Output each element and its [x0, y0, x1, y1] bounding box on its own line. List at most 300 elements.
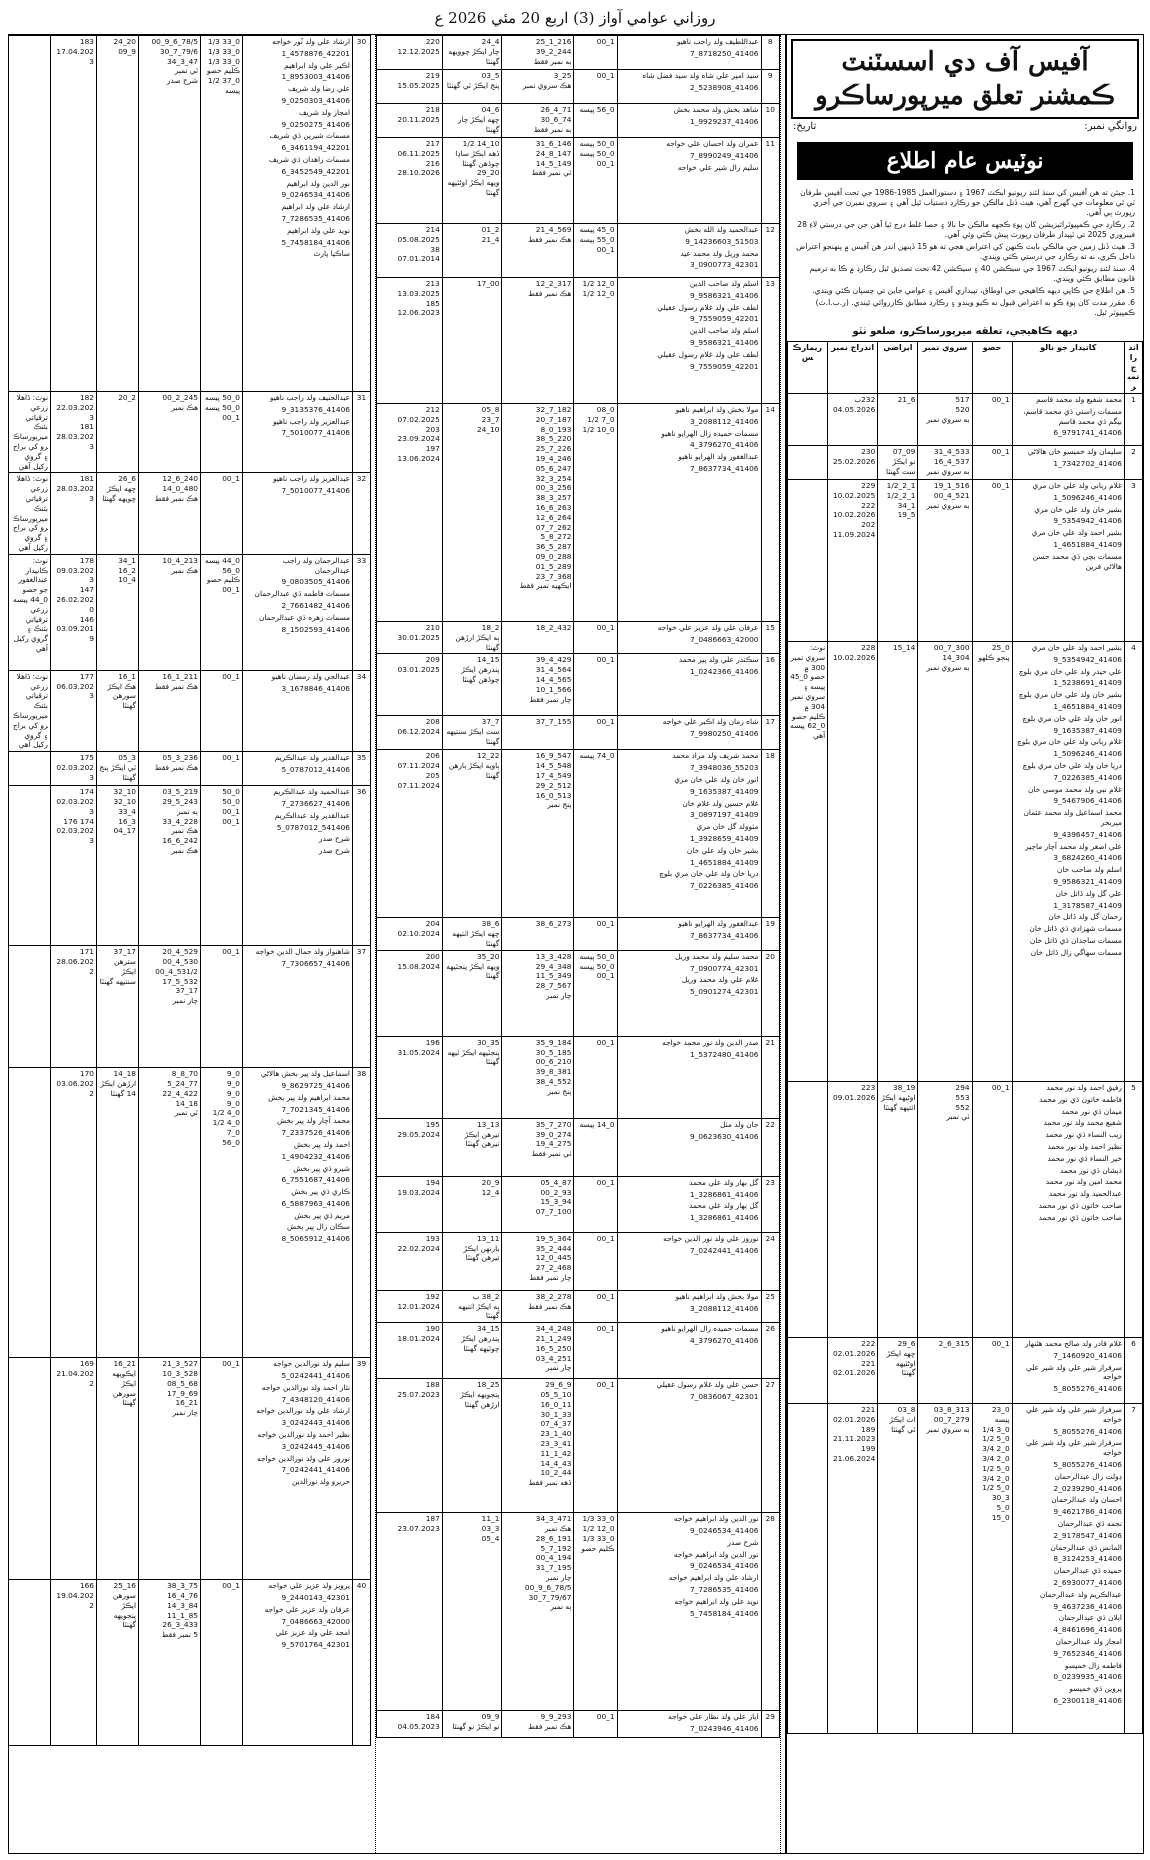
cell-line: 166	[79, 1581, 94, 1591]
cell-line: هڪ نمبر	[171, 845, 198, 855]
deh-title: ديهه ڪاهيجي، تعلقه ميرپورساڪرو، ضلعو ٺٽو	[852, 326, 1078, 337]
owner-name: 41406_7458184_5	[689, 1608, 759, 1618]
cell-line: هڪ نمبر فقط	[154, 681, 198, 691]
cell-line: 0_45 پيسه	[579, 225, 615, 234]
cell-line: 528_3_10	[162, 1368, 198, 1378]
owner-name: 41406_7458184_5	[281, 237, 350, 247]
owner-name: شاه زمان ولد اڪبر علي خواجه	[662, 717, 759, 727]
cell-line: نو ايڪڙ ست گهنٽا	[885, 456, 916, 476]
cell-line: پنجو ڪلهو	[978, 652, 1010, 662]
table-row	[788, 1403, 1143, 1733]
share-cell	[972, 1337, 1012, 1403]
cell-line: 187_7_20	[535, 414, 572, 424]
cell-line: ٽي نمبر	[174, 66, 198, 76]
entry-serial: 10	[761, 104, 780, 138]
owner-names	[617, 1118, 761, 1176]
cell-line: 75_3_38	[167, 1581, 198, 1591]
cell-line: ٽي نمبر	[174, 1108, 198, 1118]
share-cell	[972, 393, 1012, 445]
cell-line: 8_05	[481, 405, 500, 414]
table-row	[9, 1068, 371, 1358]
cell-line: 0_50	[222, 796, 240, 806]
table-row	[377, 138, 780, 224]
newspaper-masthead: روزاني عوامي آواز (3) اربع 20 مئي 2026 ع	[434, 9, 716, 27]
owner-name: 42301_2440143_9	[281, 1592, 350, 1602]
cell-line: 429_4_39	[535, 655, 572, 665]
share-cell	[574, 70, 617, 104]
area-cell	[442, 1711, 502, 1738]
cell-line: 220_5_38	[535, 434, 572, 444]
owner-name: حميده ڌي عبدالرحمان	[1053, 1566, 1122, 1576]
table-header-row	[788, 342, 1143, 394]
owner-name: مسمات زاهدان ڌي شريف	[268, 154, 350, 164]
owner-name: 41409_4651884_1	[1053, 539, 1122, 549]
cell-line: ٻاويه ايڪڙ ٻارهن گهنٽا	[448, 761, 500, 780]
owner-name: 55203_3948036_7	[689, 763, 759, 773]
owner-name: 41406_9791741_6	[1053, 428, 1122, 438]
cell-line: 07.02.2025	[397, 414, 440, 424]
owner-name: ڪاري ڌي پير بخش	[291, 1187, 350, 1197]
cell-line: 195_7_31	[535, 1563, 572, 1573]
entry-serial: 40	[353, 1580, 371, 1746]
owner-name: 41406_8055276_5	[1053, 1459, 1122, 1469]
table-row	[788, 641, 1143, 1081]
cell-line: 1_00	[596, 71, 615, 80]
cell-line: 219_5_03	[162, 787, 198, 797]
cell-line: 85_1_11	[167, 1610, 198, 1620]
area-cell	[442, 716, 502, 750]
share-cell	[574, 1323, 617, 1379]
survey-cell	[139, 786, 201, 946]
cell-line: 0_33 1/3	[207, 56, 240, 66]
owner-name: حسن علي ولد غلام رسول عقيلي	[656, 1380, 759, 1390]
cell-line: ست ايڪڙ سنتيهه گهنٽا	[446, 727, 500, 746]
area-cell	[878, 393, 918, 445]
owner-name: 41406_0242443_3	[281, 1418, 350, 1428]
cell-line: 10_32	[113, 787, 136, 797]
owner-name: نور الدين ولد ابراهيم	[286, 178, 350, 188]
cell-line: 0_9	[226, 1078, 240, 1088]
cell-line: 0_33 1/3	[207, 46, 240, 56]
table-row	[377, 1513, 780, 1711]
entry-serial: 19	[761, 918, 780, 950]
cell-line: 47_3_34	[167, 56, 198, 66]
remarks-cell: نوٽ: ڏاهلا زرعي ترقياتي بئنڪ ميرپورساڪرو کي براج ۽ گروي رکيل آهي	[9, 392, 51, 473]
cell-line: 242_6_16	[162, 836, 198, 846]
owner-names	[243, 786, 353, 946]
cell-line: 21_16	[175, 1398, 198, 1408]
cell-line: 1_00	[222, 1359, 240, 1369]
owner-name: صدر الدين ولد نور محمد خواجه	[662, 1037, 759, 1047]
cell-line: 212	[425, 405, 440, 414]
owner-name: 41406_0243946_7	[689, 1723, 759, 1733]
cell-line: 03.09.2019	[56, 624, 94, 644]
owner-name: 41406_8718250_7	[689, 48, 759, 58]
cell-line: 04.05.2026	[832, 404, 876, 414]
owner-names	[1012, 641, 1124, 1081]
cell-line: 28.03.2023	[56, 484, 94, 503]
cell-line: 0_5 1/2	[982, 1463, 1010, 1473]
cell-line: 178	[79, 555, 94, 565]
owner-names	[617, 1176, 761, 1232]
remarks-cell	[788, 1403, 828, 1733]
cell-line: 20_35	[476, 951, 500, 961]
cell-line: 93_2_00	[540, 1187, 572, 1197]
cell-line: 537_4_16	[933, 456, 970, 466]
table-row	[377, 404, 780, 622]
entry-serial: 24	[761, 1232, 780, 1290]
cell-line: 20.11.2025	[397, 114, 440, 124]
cell-line: 10_5_05	[540, 1389, 572, 1399]
cell-line: 3_16	[118, 816, 136, 826]
cell-line: 315_6_2	[938, 1338, 970, 1348]
table-row	[377, 36, 780, 70]
cell-line: 33_1_30	[540, 1409, 572, 1419]
notice-title: نوٽيس عام اطلاع	[797, 142, 1133, 180]
cell-line: 147_8_24	[535, 148, 572, 158]
owner-name: گل بهار ولد علي محمد	[689, 1177, 759, 1187]
share-cell	[574, 1036, 617, 1118]
owner-name: حريرو ولد نورالدين	[291, 1477, 350, 1487]
cell-line: 2_18	[481, 623, 500, 632]
survey-cell	[502, 224, 574, 278]
cell-line: 4_24	[481, 37, 500, 46]
entry-cell	[51, 1580, 97, 1746]
cell-line: 07.01.2014	[397, 254, 440, 264]
cell-line: 264_6_12	[535, 512, 572, 522]
cell-line: 1_00	[596, 623, 615, 632]
cell-line: 11.09.2024	[832, 529, 876, 539]
cell-line: ڏهه نمبر فقط	[528, 1478, 572, 1488]
column-header: ايراضي	[878, 342, 918, 394]
owner-name: 41409_1635387_9	[689, 786, 759, 796]
cell-line: 23.09.2024	[397, 434, 440, 444]
owner-name: 41406_0242366_1	[689, 667, 759, 677]
cell-line: 06.12.2024	[397, 727, 440, 737]
entry-cell	[51, 752, 97, 786]
cell-line: 0_9	[226, 1069, 240, 1079]
owner-name: 41406_3135376_9	[281, 404, 350, 414]
cell-line: 185_5_30	[535, 1047, 572, 1057]
owner-name: پروين ڌي خميسو	[1069, 1684, 1122, 1694]
owner-name: 41406_0242441_7	[281, 1465, 350, 1475]
cell-line: 69_9_17	[167, 1388, 198, 1398]
cell-line: 30.01.2025	[397, 632, 440, 642]
entry-cell	[377, 1118, 443, 1176]
column-header: اندراج نمبر	[828, 342, 878, 394]
cell-line: 29.05.2024	[397, 1129, 440, 1139]
table-row	[9, 1358, 371, 1580]
area-cell	[442, 622, 502, 654]
cell-line: 147	[79, 585, 94, 595]
entry-serial: 2	[1124, 445, 1142, 479]
owner-name: شرح صدر	[727, 1537, 759, 1547]
cell-line: نو ايڪڙ نو گهنٽا	[452, 1721, 500, 1731]
entry-cell	[377, 1323, 443, 1379]
cell-line: 188	[425, 1380, 440, 1390]
entry-serial: 1	[1124, 393, 1142, 445]
owner-name: سيد امير علي شاه ولد سيد فضل شاه	[642, 71, 759, 80]
cell-line: 1_00	[596, 1233, 615, 1243]
cell-line: چار نمبر	[546, 1572, 572, 1582]
remarks-cell	[9, 1068, 51, 1358]
entry-cell	[377, 750, 443, 918]
cell-line: 533_4_31	[933, 446, 970, 456]
owner-names	[617, 750, 761, 918]
table-row	[9, 786, 371, 946]
cell-line: 1_00	[991, 446, 1010, 456]
share-cell	[201, 786, 243, 946]
owner-name: اسماعيل ولد پير بخش هالاڻي	[260, 1069, 350, 1079]
entry-serial: 39	[353, 1358, 371, 1580]
cell-line: 9_09	[481, 1712, 500, 1722]
share-cell	[574, 104, 617, 138]
entry-cell	[377, 1711, 443, 1738]
share-cell	[574, 654, 617, 716]
owner-name: 41406_0242445_3	[281, 1441, 350, 1451]
cell-line: 10_32	[113, 796, 136, 806]
cell-line: 278_2_38	[535, 1291, 572, 1301]
survey-cell	[139, 670, 201, 751]
right-table	[787, 341, 1143, 1734]
cell-line: هڪ سروي نمبر	[522, 80, 572, 90]
owner-name: نوروز علي ولد نورالدين خواجه	[257, 1453, 350, 1463]
cell-line: 240_6_12	[162, 474, 198, 484]
cell-line: 0_5 1/2	[982, 1434, 1010, 1444]
cell-line: 21.11.2023	[832, 1434, 876, 1444]
cell-line: 9_09	[118, 46, 136, 56]
area-cell	[442, 138, 502, 224]
cell-line: 193_0_8	[540, 424, 572, 434]
cell-line: 20_24	[113, 37, 136, 46]
cell-line: 1_16	[118, 671, 136, 681]
cell-line: 565_4_14	[535, 674, 572, 684]
owner-name: 42301_0900774_7	[689, 963, 759, 973]
cell-line: 5_03	[481, 71, 500, 80]
cell-line: 25_3	[553, 71, 572, 80]
cell-line: پيسه	[225, 85, 240, 95]
entry-serial: 7	[1124, 1403, 1142, 1733]
owner-name: 41406_8055276_5	[1053, 1384, 1122, 1394]
cell-line: پندرهن ايڪڙ چوٽيهه گهنٽا	[461, 1333, 500, 1353]
owner-name: 41406_5372480_1	[689, 1049, 759, 1059]
cell-line: 1_00	[222, 816, 240, 826]
survey-cell	[502, 70, 574, 104]
owner-name: المانس ڌي عبدالرحمان	[1050, 1542, 1122, 1552]
owner-name: 41406_5354942_9	[1053, 516, 1122, 526]
cell-line: پيسه	[994, 1414, 1010, 1424]
owner-name: ارشاد علي ولد نُور خواجه	[272, 37, 350, 46]
cell-line: ٽي نمبر	[946, 1112, 970, 1122]
owner-name: نويد علي ولد ابراهيم	[287, 225, 350, 235]
cell-line: پنج ايڪڙ ٽي گهنٽا	[446, 80, 500, 90]
cell-line: 38	[430, 244, 440, 254]
area-cell	[442, 1513, 502, 1711]
cell-line: 22.03.2023	[56, 402, 94, 422]
cell-line: 1_00	[596, 37, 615, 46]
cell-line: 1_00	[222, 753, 240, 763]
owner-name: صاحب خاتون ڌي نور محمد	[1038, 1212, 1122, 1222]
owner-name: 41406_4637236_9	[1053, 1601, 1122, 1611]
cell-line: هڪ نمبر	[171, 402, 198, 412]
owner-names	[617, 1036, 761, 1118]
owner-name: 41406_2736627_7	[281, 798, 350, 808]
entry-cell	[377, 70, 443, 104]
cell-line: 02.03.2023	[56, 796, 94, 816]
cell-line: 1_00	[222, 806, 240, 816]
owner-name: عبدالحنيف ولد راجب ناهيو	[269, 393, 350, 402]
cell-line: 0_37 1/2	[207, 76, 240, 86]
cell-line: 79/67_7_30	[528, 1592, 572, 1602]
entry-cell	[377, 104, 443, 138]
survey-cell	[502, 36, 574, 70]
entry-cell	[377, 138, 443, 224]
owner-name: 41406_3796270_4	[689, 1335, 759, 1345]
owner-name: فاطمه زال خميسو	[1064, 1660, 1122, 1670]
cell-line: 78/5_6_9_00	[151, 37, 198, 46]
owner-name: محمد آچار ولد پير بخش	[276, 1116, 350, 1126]
owner-name: 41409_9586321_9	[1053, 876, 1122, 886]
cell-line: 18_14	[175, 1098, 198, 1108]
cell-line: چار نمبر	[172, 1408, 198, 1418]
left-column	[9, 35, 371, 1853]
owner-name: محمد ابراهيم ولد پير بخش	[268, 1092, 350, 1102]
table-row	[377, 1379, 780, 1513]
cell-line: 512_2_29	[535, 780, 572, 790]
cell-line: 171	[79, 947, 94, 957]
entry-cell	[51, 392, 97, 473]
survey-cell	[502, 104, 574, 138]
area-cell	[442, 918, 502, 950]
cell-line: 349_5_11	[535, 971, 572, 981]
cell-line: 0_56	[222, 1137, 240, 1147]
cell-line: پنجويهه ايڪڙ ارڙهن گهنٽا	[460, 1389, 500, 1409]
cell-line: 1_00	[596, 244, 615, 254]
owner-name: امجد علي ولد عزيز علي	[275, 1628, 350, 1638]
entry-cell	[51, 786, 97, 946]
owner-name: خير النساء ڌي نور محمد	[1047, 1153, 1122, 1163]
owner-name: مسمات زهره ڌي عبدالرحمان	[259, 612, 350, 622]
cell-line: 00_17	[476, 279, 500, 288]
cell-line: 221	[861, 1404, 876, 1414]
owner-name: صاحب خاتون ڌي نور محمد	[1038, 1200, 1122, 1210]
owner-name: عبدالڪريم ولد عبدالرحمان	[1039, 1589, 1122, 1599]
owner-name: 41406_7551687_6	[281, 1175, 350, 1185]
owner-names	[617, 104, 761, 138]
table-row	[377, 1232, 780, 1290]
cell-line: 149_5_14	[535, 158, 572, 168]
entry-serial: 36	[353, 786, 371, 946]
cell-line: 189	[861, 1424, 876, 1434]
cell-line: 1_00	[991, 1338, 1010, 1348]
survey-cell	[502, 1379, 574, 1513]
cell-line: 25.07.2023	[397, 1389, 440, 1399]
share-cell	[574, 1290, 617, 1322]
owner-name: محمد شفيع ولد محمد قاسم	[1036, 394, 1122, 404]
share-cell	[574, 1232, 617, 1290]
entry-cell	[377, 278, 443, 404]
cell-line: 10.02.2025	[832, 490, 876, 500]
cell-line: ٻه نمبر	[176, 806, 198, 816]
owner-name: سڪندر علي ولد پير محمد	[678, 655, 759, 665]
cell-line: 146_6_31	[535, 139, 572, 148]
survey-cell	[139, 392, 201, 473]
owner-name: 41406_0226385_7	[689, 881, 759, 891]
area-cell	[97, 1580, 139, 1746]
owner-name: عبدالعزيز ولد راجب ناهيو	[272, 474, 350, 484]
owner-name: 41406_3286861_1	[689, 1213, 759, 1223]
owner-names	[243, 1580, 353, 1746]
cell-line: 10_24	[476, 424, 500, 434]
cell-line: 28.03.2023	[56, 432, 94, 451]
entry-serial: 21	[761, 1036, 780, 1118]
owner-names	[617, 404, 761, 622]
owner-name: لطف علي ولد غلام رسول عقيلي	[657, 349, 759, 359]
owner-names	[243, 946, 353, 1068]
owner-name: 41406_7021345_7	[281, 1104, 350, 1114]
owner-name: 41406_4621786_9	[1053, 1507, 1122, 1517]
notice-paragraph: 3. هيٺ ڏنل زمين جي مالڪي بابت ڪنهن کي اعتراض هجي ته هو 15 ڏينهن اندر هن آفيس ۾ پنهنجو اعتراض داخل ڪري، نه ته رڪارڊ جي درستي ڪئي ويندي.	[796, 242, 1135, 261]
survey-cell	[502, 1290, 574, 1322]
cell-line: 516_1_19	[933, 480, 970, 490]
owner-name: غلام قادر ولد صالح محمد هٿنهار	[1024, 1338, 1122, 1348]
cell-line: 13.06.2024	[397, 453, 440, 463]
cell-line: 3_30	[991, 1493, 1010, 1503]
cell-line: 196	[425, 1037, 440, 1047]
entry-cell	[377, 950, 443, 1036]
cell-line: 272_8_5	[540, 532, 572, 542]
cell-line: ويهه ايڪڙ اوڻٽيهه گهنٽا	[447, 178, 500, 197]
owner-name: نجمه ڌي عبدالرحمان	[1057, 1518, 1122, 1528]
entry-serial: 32	[353, 473, 371, 554]
remarks-cell	[788, 479, 828, 641]
entry-serial: 16	[761, 654, 780, 716]
cell-line: 182_7_32	[535, 405, 572, 414]
cell-line: 348_4_29	[535, 961, 572, 971]
cell-line: چار نمبر فقط	[529, 1272, 572, 1282]
owner-name: 41406_0250303_9	[281, 95, 350, 105]
owner-name: 41409_3178587_1	[1053, 900, 1122, 910]
survey-cell	[502, 404, 574, 622]
owner-name: بشير خان ولد علي خان	[686, 845, 759, 855]
remarks-cell: نوٽ: ڏاهلا زرعي ترقياتي بئنڪ ميرپورساڪرو کي براج ۽ گروي رکيل آهي	[9, 473, 51, 554]
cell-line: 42_1_11	[540, 1448, 572, 1458]
area-cell	[442, 750, 502, 918]
cell-line: 433_3_26	[162, 1620, 198, 1630]
owner-name: عبدالعزيز ولد راجب ناهيو	[272, 416, 350, 426]
cell-line: 0_50 پيسه	[579, 961, 615, 971]
cell-line: چار نمبر فقط	[529, 694, 572, 704]
right-column	[785, 35, 1143, 1853]
cell-line: 1_11	[481, 1514, 500, 1524]
entry-serial: 15	[761, 622, 780, 654]
owner-name: ارشاد علي ولد ابراهيم خواجه	[668, 1573, 759, 1583]
entry-cell	[828, 445, 878, 479]
cell-line: به نمبر فقط	[533, 124, 572, 134]
cell-line: 13_13	[476, 1119, 500, 1129]
cell-line: هڪ نمبر فقط	[154, 762, 198, 772]
cell-line: 26.02.2020	[56, 594, 94, 614]
owner-name: 41406_9178547_2	[1053, 1530, 1122, 1540]
notice-paragraph: 2. رڪارڊ جي ڪمپيوٽرائيزيشن کان پوءِ ڪجهه مالڪن جا نالا ۽ حصا غلط درج ٿيا آهن جن جي درستي لاءِ 28 فيبروري 2025 تي ٽپيدار طرفان رپورٽ پيش ڪئي وئي آهي.	[797, 220, 1135, 239]
cell-line: 368_7_23	[535, 571, 572, 581]
cell-line: 513_0_16	[535, 790, 572, 800]
notice-paragraph: 4. سنڌ لئنڊ ريونيو ايڪٽ 1967 جي سيڪشن 40 ۽ سيڪشن 42 تحت تصديق ٿيل رڪارڊ ۾ ڪا به ترميم قانون مطابق ڪئي ويندي.	[809, 264, 1135, 283]
share-cell	[201, 554, 243, 670]
cell-line: 05.08.2025	[397, 234, 440, 244]
owner-names	[617, 1232, 761, 1290]
owner-name: 41406_7661482_2	[281, 600, 350, 610]
